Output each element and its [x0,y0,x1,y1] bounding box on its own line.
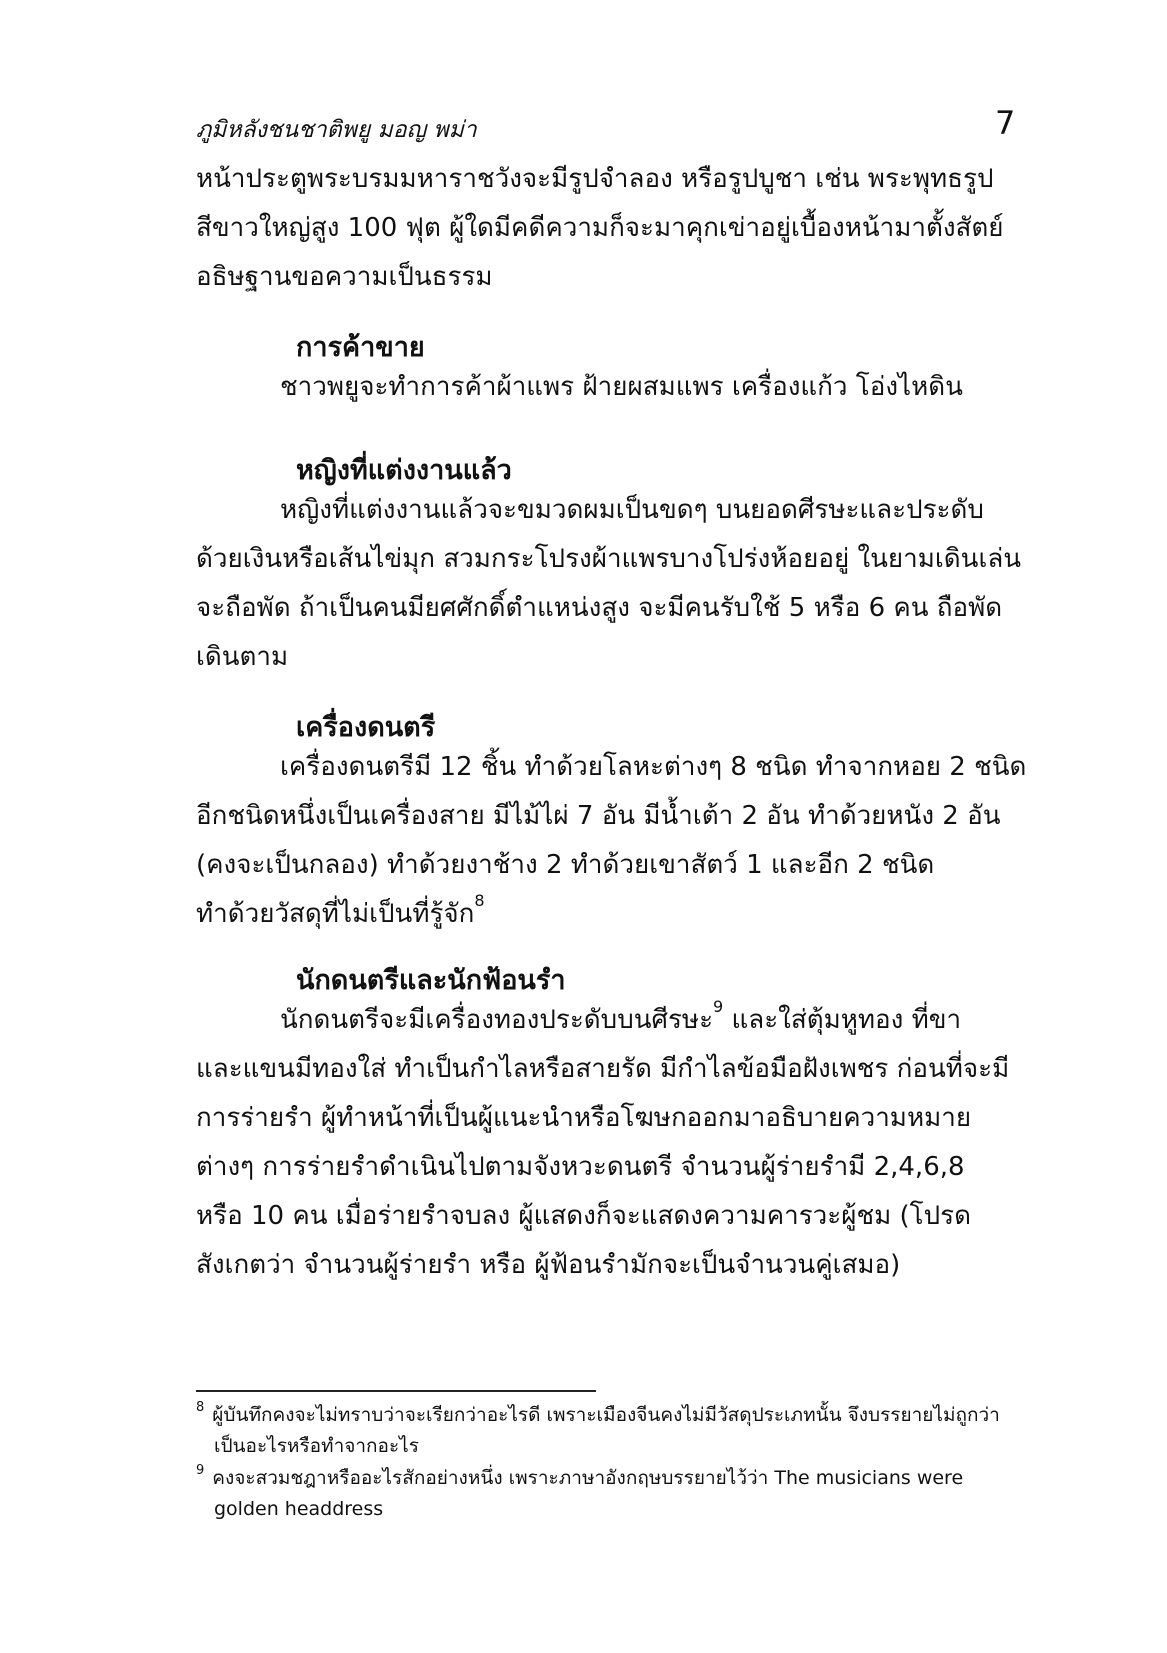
intro-paragraph [196,155,1036,302]
trade-paragraph [196,363,1036,412]
married-women-line-2: ด้วยเงินหรือเส้นไข่มุก สวมกระโปรงผ้าแพรบางโปร่งห้อยอยู่ ในยามเดินเล่น [196,544,1022,574]
instruments-line-1: เครื่องดนตรีมี 12 ชิ้น ทำด้วยโลหะต่างๆ 8 ชนิด ทำจากหอย 2 ชนิด [280,752,1027,782]
musicians-line-1 [196,996,1036,1045]
page-number: 7 [995,104,1016,142]
footnote-9-text-1: คงจะสวมชฎาหรืออะไรสักอย่างหนึ่ง เพราะภาษาอังกฤษบรรยายไว้ว่า The musicians were [212,1467,964,1489]
footnote-divider [196,1390,596,1392]
musicians-line-3: การร่ายรำ ผู้ทำหน้าที่เป็นผู้แนะนำหรือโฆษกออกมาอธิบายความหมาย [196,1103,972,1133]
instruments-line-4 [196,890,1036,939]
section-heading-musicians: นักดนตรีและนักฟ้อนรำ [296,965,566,996]
footnote-9-number: 9 [196,1463,205,1478]
musicians-line-1-start: นักดนตรีจะมีเครื่องทองประดับบนศีรษะ [280,1005,714,1035]
section-heading-trade: การค้าขาย [296,332,425,363]
footnote-8-line-2: เป็นอะไรหรือทำจากอะไร [214,1435,419,1457]
footnote-9 [196,1463,1036,1525]
intro-line-2: สีขาวใหญ่สูง 100 ฟุต ผู้ใดมีคดีความก็จะมาคุกเข่าอยู่เบื้องหน้ามาตั้งสัตย์ [196,213,1004,243]
footnote-ref-9[interactable]: 9 [713,997,724,1016]
section-heading-instruments: เครื่องดนตรี [296,712,436,743]
musicians-line-6: สังเกตว่า จำนวนผู้ร่ายรำ หรือ ผู้ฟ้อนรำมักจะเป็นจำนวนคู่เสมอ) [196,1250,901,1280]
married-women-line-3: จะถือพัด ถ้าเป็นคนมียศศักดิ์ตำแหน่งสูง จะมีคนรับใช้ 5 หรือ 6 คน ถือพัด [196,593,1003,623]
intro-line-1: หน้าประตูพระบรมมหาราชวังจะมีรูปจำลอง หรือรูปบูชา เช่น พระพุทธรูป [196,164,994,194]
musicians-line-1-end: และใส่ตุ้มหูทอง ที่ขา [731,1005,962,1035]
married-women-line-4: เดินตาม [196,642,289,672]
musicians-paragraph [196,996,1036,1290]
footnote-9-line-2: golden headdress [214,1498,384,1520]
footnote-8-number: 8 [196,1400,205,1415]
footnote-9-line-1 [196,1463,1036,1494]
instruments-line-2: อีกชนิดหนึ่งเป็นเครื่องสาย มีไม้ไผ่ 7 อัน มีน้ำเต้า 2 อัน ทำด้วยหนัง 2 อัน [196,801,1001,831]
footnote-8-line-1 [196,1400,1036,1431]
running-header: ภูมิหลังชนชาติพยู มอญ พม่า [196,117,477,143]
married-women-paragraph [196,486,1036,682]
footnote-8 [196,1400,1036,1462]
instruments-line-3: (คงจะเป็นกลอง) ทำด้วยงาช้าง 2 ทำด้วยเขาสัตว์ 1 และอีก 2 ชนิด [196,850,935,880]
musicians-line-2: และแขนมีทองใส่ ทำเป็นกำไลหรือสายรัด มีกำไลข้อมือฝังเพชร ก่อนที่จะมี [196,1054,1010,1084]
musicians-line-4: ต่างๆ การร่ายรำดำเนินไปตามจังหวะดนตรี จำนวนผู้ร่ายรำมี 2,4,6,8 [196,1152,965,1182]
instruments-paragraph [196,743,1036,939]
intro-line-3: อธิษฐานขอความเป็นธรรม [196,262,493,292]
instruments-line-4-text: ทำด้วยวัสดุที่ไม่เป็นที่รู้จัก [196,899,475,929]
trade-line-1: ชาวพยูจะทำการค้าผ้าแพร ฝ้ายผสมแพร เครื่องแก้ว โอ่งไหดิน [280,372,963,402]
footnote-8-text-1: ผู้บันทึกคงจะไม่ทราบว่าจะเรียกว่าอะไรดี เพราะเมืองจีนคงไม่มีวัสดุประเภทนั้น จึงบรรยายไม่ถูกว่า [212,1404,1000,1426]
musicians-line-5: หรือ 10 คน เมื่อร่ายรำจบลง ผู้แสดงก็จะแสดงความคารวะผู้ชม (โปรด [196,1201,971,1231]
footnote-ref-8[interactable]: 8 [474,891,485,910]
married-women-line-1: หญิงที่แต่งงานแล้วจะขมวดผมเป็นขดๆ บนยอดศีรษะและประดับ [280,495,984,525]
section-heading-married-women: หญิงที่แต่งงานแล้ว [296,455,512,486]
